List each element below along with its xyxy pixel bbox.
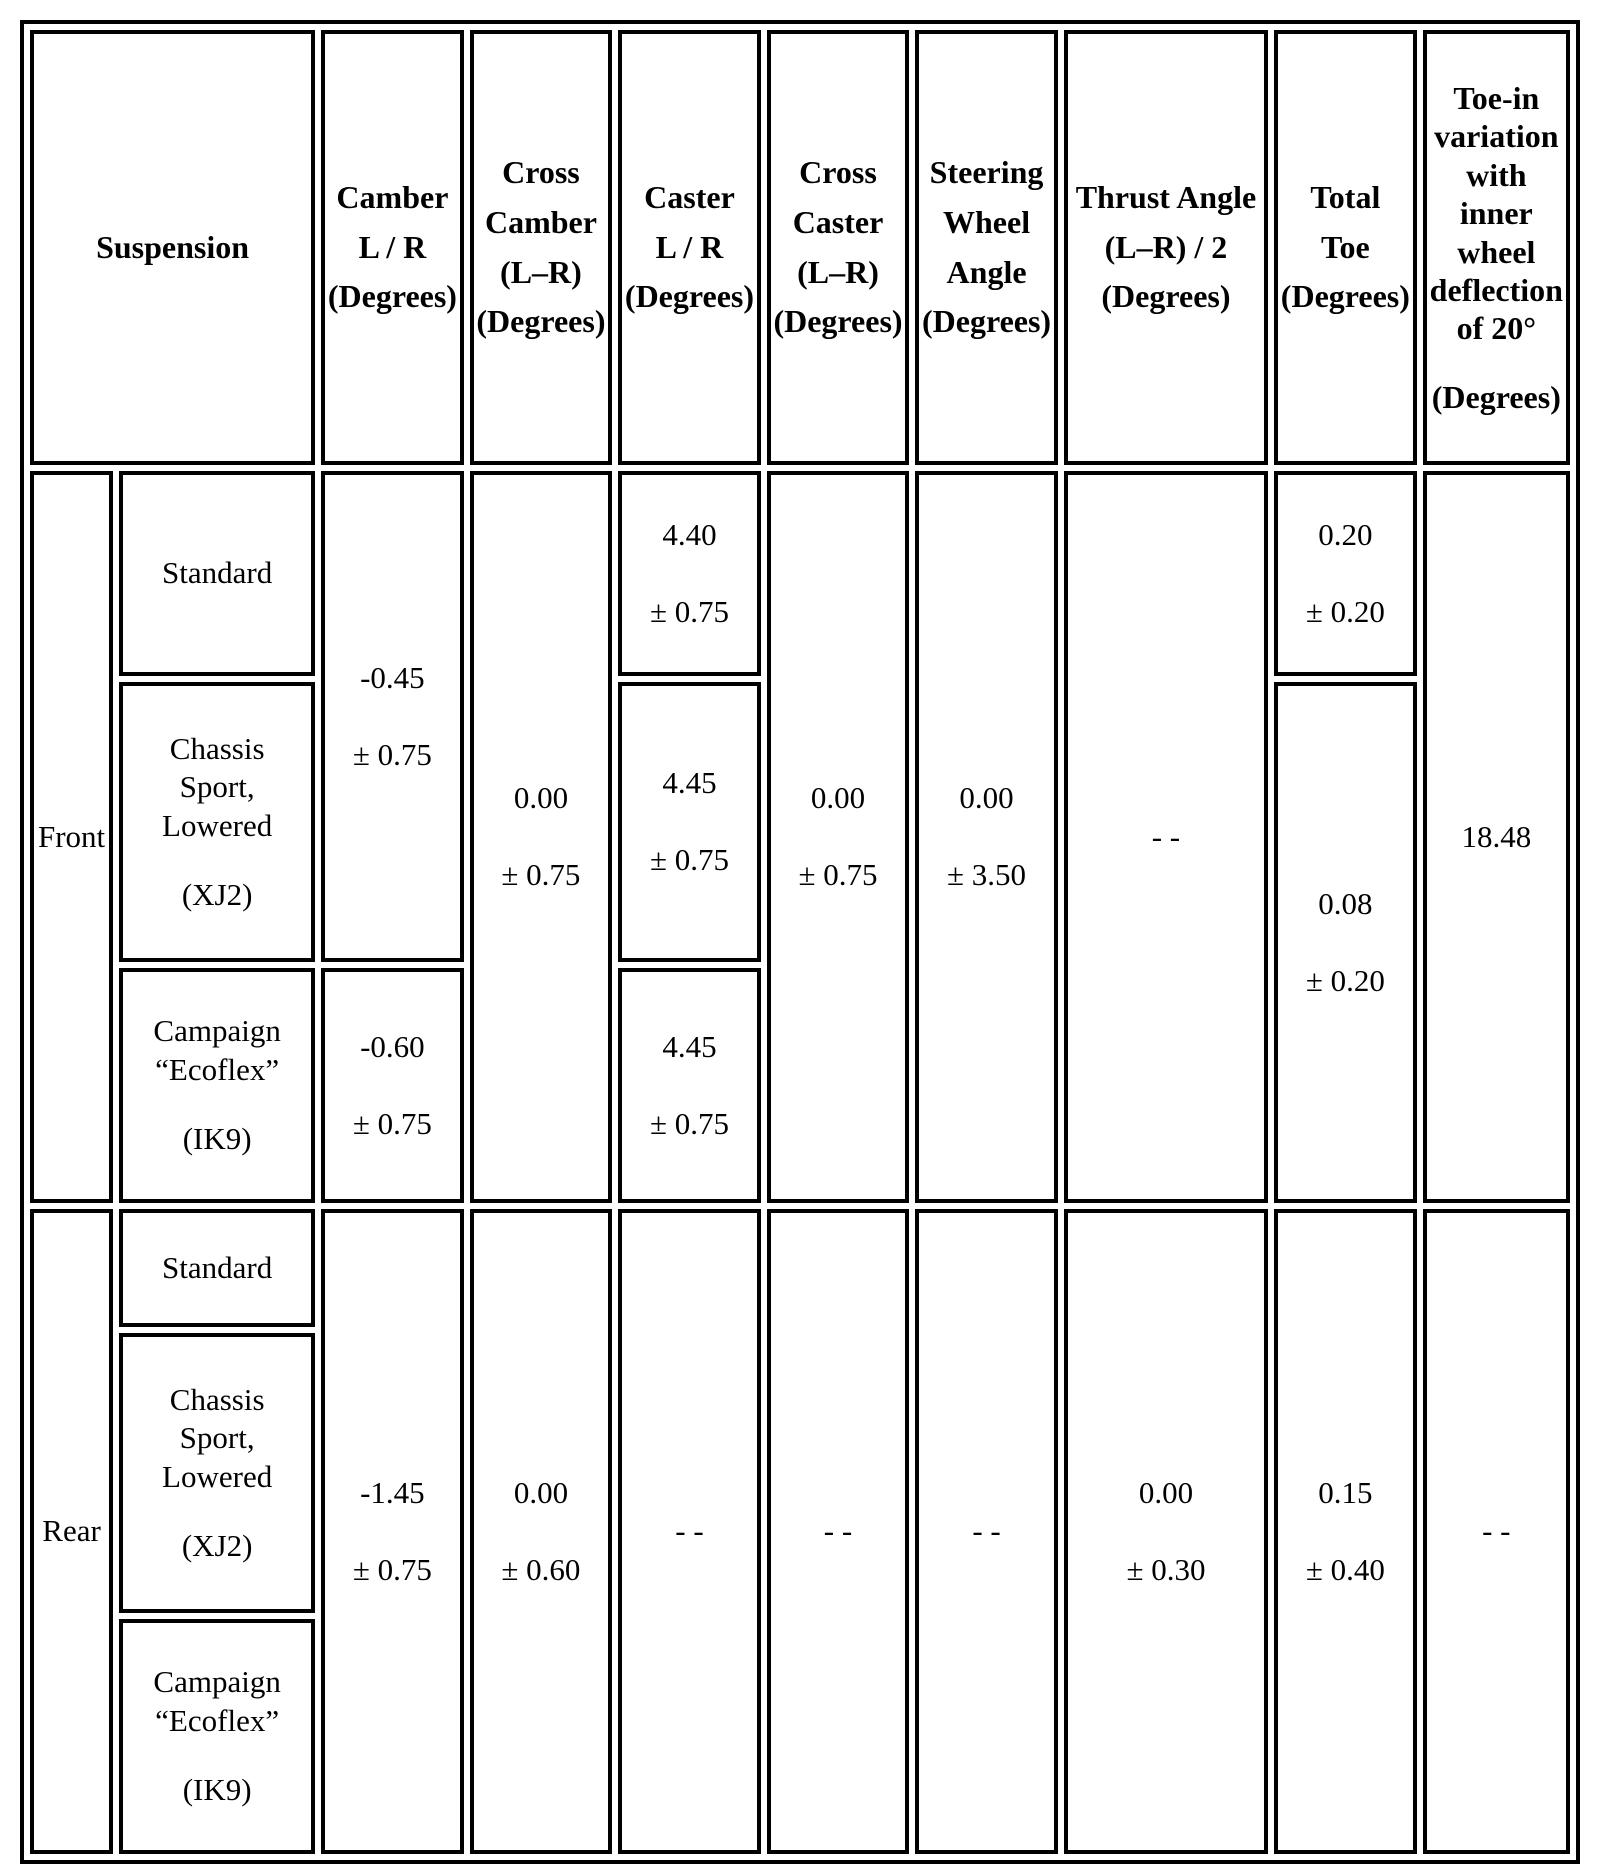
header-caster: Caster L / R (Degrees) <box>618 30 761 465</box>
front-thrust-angle: - - <box>1064 471 1268 1203</box>
front-caster-standard: 4.40 ± 0.75 <box>618 471 761 676</box>
header-steering-wheel-angle: Steering Wheel Angle (Degrees) <box>915 30 1058 465</box>
rear-row-standard <box>30 1209 1570 1327</box>
header-row <box>30 30 1570 465</box>
rear-caster: - - <box>618 1209 761 1854</box>
rear-cross-caster: - - <box>767 1209 910 1854</box>
front-steering-wheel-angle: 0.00 ± 3.50 <box>915 471 1058 1203</box>
front-camber-ik9: -0.60 ± 0.75 <box>321 968 464 1203</box>
front-total-toe-xj2-ik9: 0.08 ± 0.20 <box>1274 682 1417 1203</box>
header-toe-in-variation: Toe-in variation with inner wheel deflection of 20° (Degrees) <box>1423 30 1570 465</box>
rear-toe-in-variation: - - <box>1423 1209 1570 1854</box>
rear-cross-camber: 0.00 ± 0.60 <box>470 1209 613 1854</box>
front-cross-caster: 0.00 ± 0.75 <box>767 471 910 1203</box>
front-total-toe-standard: 0.20 ± 0.20 <box>1274 471 1417 676</box>
front-label: Front <box>30 471 113 1203</box>
front-variant-standard: Standard <box>119 471 315 676</box>
header-cross-camber: Cross Camber (L–R) (Degrees) <box>470 30 613 465</box>
header-thrust-angle: Thrust Angle (L–R) / 2 (Degrees) <box>1064 30 1268 465</box>
front-toe-in-variation: 18.48 <box>1423 471 1570 1203</box>
rear-total-toe: 0.15 ± 0.40 <box>1274 1209 1417 1854</box>
rear-variant-ik9: Campaign “Ecoflex” (IK9) <box>119 1619 315 1854</box>
rear-variant-xj2: Chassis Sport, Lowered (XJ2) <box>119 1333 315 1613</box>
front-caster-ik9: 4.45 ± 0.75 <box>618 968 761 1203</box>
front-row-standard <box>30 471 1570 676</box>
rear-steering-wheel-angle: - - <box>915 1209 1058 1854</box>
rear-variant-standard: Standard <box>119 1209 315 1327</box>
header-cross-caster: Cross Caster (L–R) (Degrees) <box>767 30 910 465</box>
alignment-spec-table <box>20 20 1580 1864</box>
front-cross-camber: 0.00 ± 0.75 <box>470 471 613 1203</box>
front-variant-xj2: Chassis Sport, Lowered (XJ2) <box>119 682 315 962</box>
rear-camber: -1.45 ± 0.75 <box>321 1209 464 1854</box>
front-camber-standard-xj2: -0.45 ± 0.75 <box>321 471 464 962</box>
header-suspension: Suspension <box>30 30 315 465</box>
header-camber: Camber L / R (Degrees) <box>321 30 464 465</box>
header-total-toe: Total Toe (Degrees) <box>1274 30 1417 465</box>
front-caster-xj2: 4.45 ± 0.75 <box>618 682 761 962</box>
front-variant-ik9: Campaign “Ecoflex” (IK9) <box>119 968 315 1203</box>
rear-thrust-angle: 0.00 ± 0.30 <box>1064 1209 1268 1854</box>
rear-label: Rear <box>30 1209 113 1854</box>
